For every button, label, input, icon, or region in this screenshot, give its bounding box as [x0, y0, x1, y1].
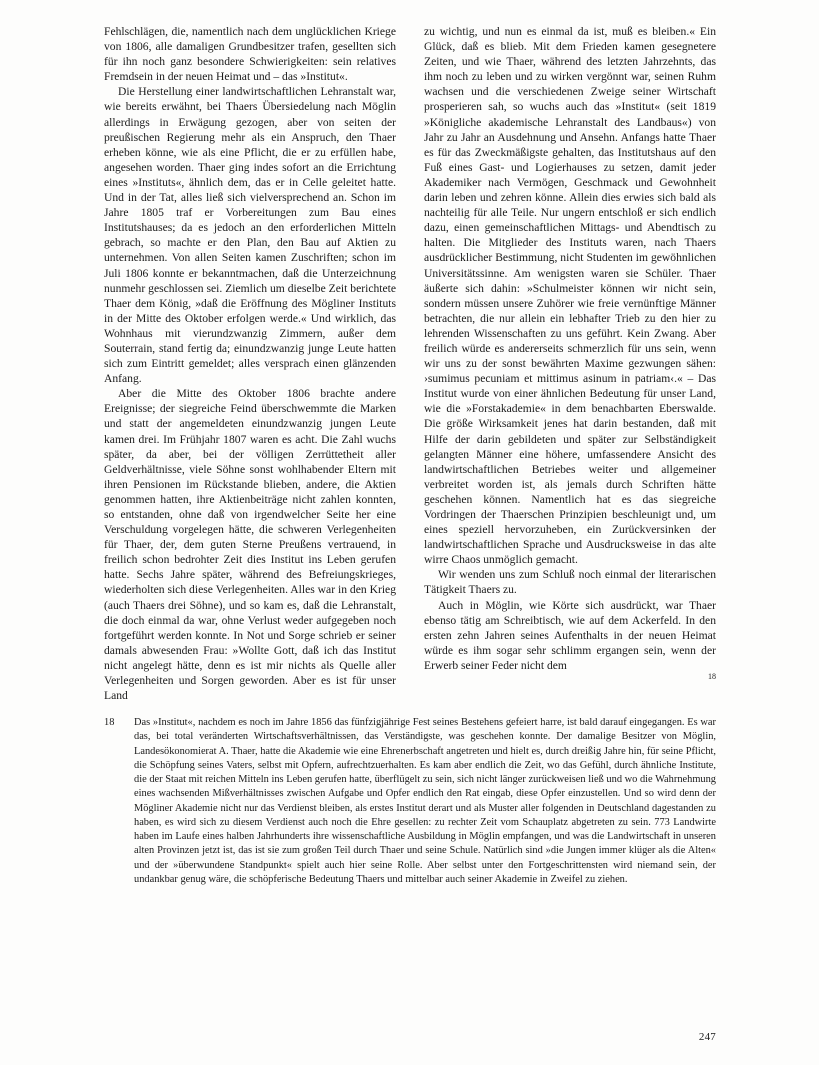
left-column — [104, 24, 396, 703]
paragraph: Aber die Mitte des Oktober 1806 brachte andere Ereignisse; der siegreiche Feind überschwemmte die Marken und statt der angemeldeten einundzwanzig jungen Leute kamen drei. Im Frühjahr 1807 waren es acht. Die Zahl wuchs später, da aber, bei der völligen Zerrüttetheit aller Geldverhältnisse, viele Söhne sonst wohlhabender Eltern mit ihren Pensionen im Rückstande blieben, andere, die Aktien genommen hatten, ihre Aktienbeiträge nicht zahlen konnten, so entstanden, ohne daß von irgendwelcher Seite her eine Verschuldung vorgelegen hätte, die schweren Verlegenheiten für Thaer, der, dem guten Sterne Preußens vertrauend, in freilich schon bedrohter Zeit dies Institut ins Leben gerufen hatte. Sechs Jahre später, während des Befreiungskrieges, wiederholten sich diese Verlegenheiten. Alles war in den Krieg (auch Thaers drei Söhne), und so kam es, daß die Lehranstalt, die doch einmal da war, ohne Verlust weder aufgegeben noch fortgeführt werden konnte. In Not und Sorge schrieb er seiner damals abwesenden Frau: »Wollte Gott, daß ich das Institut nicht angelegt hätte, denn es ist mir nichts als Quelle aller Verlegenheiten und Sorgen geworden. Aber es ist für unser Land — [104, 387, 396, 703]
paragraph: Fehlschlägen, die, namentlich nach dem unglücklichen Kriege von 1806, alle damaligen Grundbesitzer trafen, gesellten sich für ihn noch ganz besondere Schwierigkeiten: sein relatives Fremdsein in der neuen Heimat und – das »Institut«. — [104, 25, 396, 84]
two-column-text-body — [104, 24, 716, 703]
footnote-block — [104, 716, 716, 887]
page-number: 247 — [698, 1031, 716, 1043]
footnote-text: Das »Institut«, nachdem es noch im Jahre 1856 das fünfzigjährige Fest seines Bestehens gefeiert harre, ist bald darauf eingegangen. Es war das, bei total veränderten Wirtschaftsverhältnissen, das Verständigste, was geschehen konnte. Der damalige Besitzer von Möglin, Landesökonomierat A. Thaer, hatte die Akademie wie eine Ehrenerbschaft angetreten und hielt es, durch dreißig Jahre hin, für seine Pflicht, die Schöpfung seines Vaters, selbst mit Opfern, aufrechtzuerhalten. Es kam aber endlich die Zeit, wo das Gefühl, durch ähnliche Institute, die der Staat mit reichen Mitteln ins Leben gerufen hatte, überflügelt zu sein, sich nicht länger zurückweisen ließ und wo die Wahrnehmung eines wachsenden Mißverhältnisses zwischen Aufgabe und Opfer endlich den Rat eingab, diese Opfer einzustellen. Und so wird denn der Mögliner Akademie nicht nur das Verdienst bleiben, als erstes Institut derart und als Muster aller folgenden in Deutschland dagestanden zu haben, es wird sich zu diesem Verdienst auch noch die Ehre gesellen: zu rechter Zeit vom Schauplatz abgetreten zu sein. 773 Landwirte haben im Laufe eines halben Jahrhunderts ihre wissenschaftliche Ausbildung in Möglin empfangen, und was die Landwirtschaft in unseren alten Provinzen jetzt ist, das ist sie zum großen Teil durch Thaer und seine Schule. Natürlich sind »die Jungen immer klüger als die Alten« und der »überwundene Standpunkt« spielt auch hier seine Rolle. Aber selbst unter den Fortgeschrittensten wird niemand sein, der undankbar genug wäre, die schöpferische Bedeutung Thaers und mittelbar auch seiner Akademie in Zweifel zu ziehen. — [134, 717, 716, 885]
footnote-reference-marker: 18 — [708, 672, 716, 682]
paragraph: Auch in Möglin, wie Körte sich ausdrückt, war Thaer ebenso tätig am Schreibtisch, wie auf dem Ackerfeld. In den ersten zehn Jahren seines Aufenthalts in der neuen Heimat würde es ihm sogar sehr schlimm ergangen sein, wenn der Erwerb seiner Feder nicht dem — [424, 598, 716, 672]
right-column — [424, 24, 716, 688]
paragraph: zu wichtig, und nun es einmal da ist, muß es bleiben.« Ein Glück, daß es blieb. Mit dem Frieden kamen gesegnetere Zeiten, und wie Thaer, während des letzten Jahrzehnts, das ihm noch zu leben und zu wirken vergönnt war, seinen Ruhm wachsen und die verschiedenen Zweige seiner Wirtschaft prosperieren sah, so wuchs auch das »Institut« (seit 1819 »Königliche akademische Lehranstalt des Landbaus«) von Jahr zu Jahr an Ausdehnung und Ansehn. Anfangs hatte Thaer es für das Zweckmäßigste gehalten, das Institutshaus auf den Fuß eines Gast- und Logierhauses zu setzen, damit jeder Akademiker nach Vermögen, Geschmack und Gewohnheit darin leben und zehren könne. Allein dies erwies sich bald als nachteilig für alle Teile. Nur ungern entschloß er sich endlich dazu, einen gemeinschaftlichen Mittags- und Abendtisch zu halten. Die Mitglieder des Instituts waren, nach Thaers ausdrücklicher Bestimmung, nicht Studenten im gewöhnlichen Universitätssinne. Am wenigsten waren sie Schüler. Thaer äußerte sich dahin: »Schulmeister können wir nicht sein, sondern müssen unsere Zuhörer wie freie vernünftige Männer betrachten, die nur allein ein lebhafter Trieb zu den hier zu lehrenden Wissenschaften zu uns geführt. Kein Zwang. Aber freilich würde es andererseits schmerzlich für uns sein, wenn wir uns zu der sonst bewährten Maxime gezwungen sähen: ›sumimus pecuniam et mittimus asinum in patriam‹.« – Das Institut wurde von einer ähnlichen Bedeutung für unser Land, wie die »Forstakademie« in dem benachbarten Eberswalde. Die größe Wirksamkeit jenes hat darin bestanden, daß mit Hilfe der darin gebildeten und später zur Selbständigkeit gelangten Männer eine höhere, umfassendere Ansicht des landwirtschaftlichen Betriebes weiter und allgemeiner verbreitet worden ist, als jemals durch Schriften hätte geschehen können. Namentlich hat es das siegreiche Vordringen der Thaerschen Prinzipien beschleunigt und, um eines speziell hervorzuheben, ein Zurückversinken der landwirtschaftlichen Sprache und Ausdrucksweise in das alte wirre Chaos unmöglich gemacht. — [424, 25, 716, 567]
page-content — [104, 24, 716, 887]
paragraph: Die Herstellung einer landwirtschaftlichen Lehranstalt war, wie bereits erwähnt, bei Thaers Übersiedelung nach Möglin allerdings in Erwägung gezogen, aber von seiten der preußischen Regierung mehr als ein Anspruch, den Thaer erheben könne, wie als eine Pflicht, die er zu erfüllen habe, angesehen worden. Thaer ging indes sofort an die Errichtung eines »Instituts«, ähnlich dem, das er in Celle geleitet hatte. Und in der Tat, alles ließ sich vielversprechend an. Schon im Jahre 1805 traf er Vorbereitungen zum Bau eines Institutshauses; da es jedoch an den erforderlichen Mitteln gebrach, so machte er den Plan, den Bau auf Aktien zu unternehmen. Von allen Seiten kamen Zuschriften; schon im Juli 1806 konnte er bekanntmachen, daß die Unterzeichnung nunmehr geschlossen sei. Ziemlich um dieselbe Zeit berichtete Thaer dem König, »daß die Eröffnung des Mögliner Instituts in der Mitte des Oktober erfolgen werde.« Und wirklich, das Wohnhaus mit vierundzwanzig Zimmern, außer dem Souterrain, stand fertig da; einundzwanzig junge Leute hatten sich zum Eintritt gemeldet; alles versprach einen glänzenden Anfang. — [104, 85, 396, 386]
footnote-number: 18 — [104, 717, 115, 729]
paragraph: Wir wenden uns zum Schluß noch einmal der literarischen Tätigkeit Thaers zu. — [424, 568, 716, 597]
